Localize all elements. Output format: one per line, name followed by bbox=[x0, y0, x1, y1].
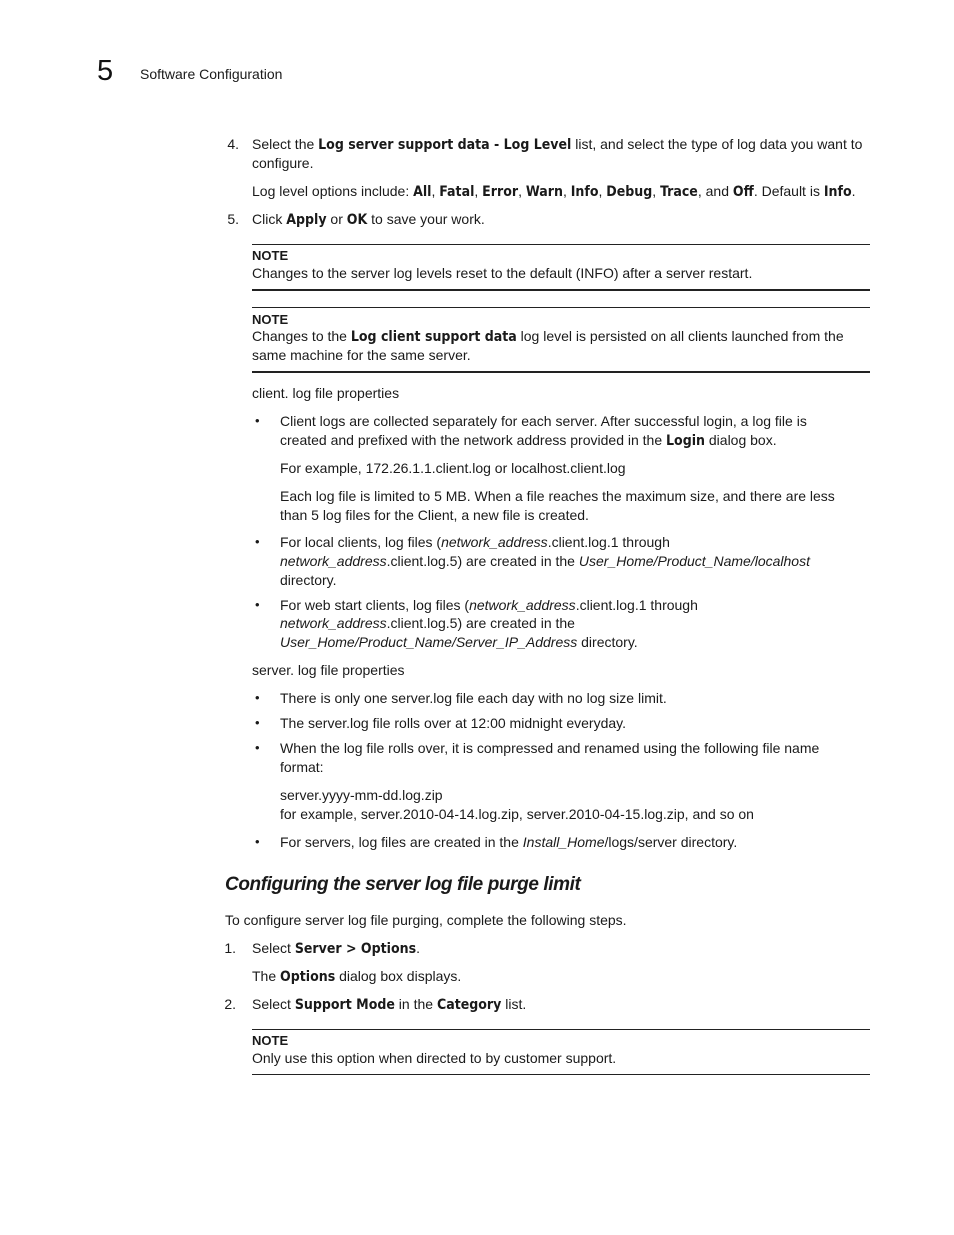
client-bullet-2-line-1 bbox=[280, 533, 670, 552]
section-step-1-result bbox=[252, 967, 461, 987]
login-label: Login bbox=[666, 433, 705, 449]
section-step-2-number: 2. bbox=[224, 996, 236, 1012]
option-all: All bbox=[413, 184, 432, 200]
text: Select the bbox=[252, 136, 319, 152]
option-trace: Trace bbox=[660, 184, 698, 200]
note-3-bottom-rule bbox=[252, 1074, 870, 1075]
note-2-bottom-rule bbox=[252, 371, 870, 373]
section-heading: Configuring the server log file purge limit bbox=[225, 874, 581, 895]
var-path: User_Home/Product_Name/localhost bbox=[578, 553, 810, 569]
note-3-top-rule bbox=[252, 1029, 870, 1030]
text: For local clients, log files ( bbox=[280, 534, 442, 550]
var-path: Install_Home bbox=[522, 834, 605, 850]
note-1-top-rule bbox=[252, 244, 870, 245]
options-label: Options bbox=[280, 969, 336, 985]
client-size-line-1: Each log file is limited to 5 MB. When a file reaches the maximum size, and there are less bbox=[280, 488, 835, 504]
chapter-number: 5 bbox=[97, 55, 114, 87]
step-4-line-2: configure. bbox=[252, 155, 314, 171]
ui-label: Log client support data bbox=[350, 329, 517, 345]
text: dialog box displays. bbox=[335, 968, 462, 984]
option-error: Error bbox=[482, 184, 519, 200]
var: network_address bbox=[441, 534, 548, 550]
text: to save your work. bbox=[367, 211, 485, 227]
support-mode-label: Support Mode bbox=[294, 997, 395, 1013]
text: For web start clients, log files ( bbox=[280, 597, 470, 613]
option-fatal: Fatal bbox=[439, 184, 475, 200]
text: .client.log.1 through bbox=[547, 534, 670, 550]
section-step-1-number: 1. bbox=[224, 940, 236, 956]
server-bullet-3-line-1: When the log file rolls over, it is compressed and renamed using the following file name bbox=[280, 740, 820, 756]
sep: , bbox=[518, 183, 526, 199]
bullet: • bbox=[255, 715, 260, 730]
bullet: • bbox=[255, 834, 260, 849]
note-1-bottom-rule bbox=[252, 289, 870, 291]
text: list. bbox=[501, 996, 527, 1012]
note-2-top-rule bbox=[252, 307, 870, 308]
note-3-text: Only use this option when directed to by customer support. bbox=[252, 1050, 617, 1066]
step-5-number: 5. bbox=[227, 211, 239, 227]
text: /logs/server directory. bbox=[604, 834, 738, 850]
menu-path: Server > Options bbox=[294, 941, 417, 957]
note-1-label: NOTE bbox=[252, 248, 289, 263]
category-label: Category bbox=[436, 997, 502, 1013]
note-2-line-2: same machine for the same server. bbox=[252, 347, 471, 363]
text: For servers, log files are created in the bbox=[280, 834, 523, 850]
chapter-title: Software Configuration bbox=[140, 66, 283, 82]
text: created and prefixed with the network address provided in the bbox=[280, 432, 667, 448]
bullet: • bbox=[255, 534, 260, 549]
var: network_address bbox=[469, 597, 576, 613]
ui-label: Log server support data - Log Level bbox=[318, 137, 572, 153]
option-debug: Debug bbox=[606, 184, 653, 200]
text: log level is persisted on all clients launched from the bbox=[516, 328, 844, 344]
option-info: Info bbox=[570, 184, 599, 200]
client-bullet-2-line-2 bbox=[280, 552, 810, 571]
server-bullet-2: The server.log file rolls over at 12:00 midnight everyday. bbox=[280, 715, 627, 731]
client-bullet-3-line-1 bbox=[280, 596, 698, 615]
step-4-number: 4. bbox=[227, 136, 239, 152]
text: Log level options include: bbox=[252, 183, 414, 199]
text: .client.log.5) are created in the bbox=[386, 553, 579, 569]
option-default-info: Info bbox=[823, 184, 852, 200]
text: in the bbox=[394, 996, 437, 1012]
step-5-text bbox=[252, 210, 485, 230]
note-2-line-1 bbox=[252, 327, 844, 347]
note-2-label: NOTE bbox=[252, 312, 289, 327]
text: Select bbox=[252, 940, 295, 956]
server-bullet-4 bbox=[280, 833, 737, 852]
apply-label: Apply bbox=[286, 212, 327, 228]
server-bullet-3-line-2: format: bbox=[280, 759, 324, 775]
sep: , bbox=[562, 183, 571, 199]
option-warn: Warn bbox=[525, 184, 563, 200]
text: .client.log.5) are created in the bbox=[386, 615, 575, 631]
text: . bbox=[416, 940, 420, 956]
server-format: server.yyyy-mm-dd.log.zip bbox=[280, 787, 443, 803]
note-3-label: NOTE bbox=[252, 1033, 289, 1048]
sep: , bbox=[652, 183, 661, 199]
text: .client.log.1 through bbox=[575, 597, 698, 613]
text: Click bbox=[252, 211, 287, 227]
client-bullet-2-line-3: directory. bbox=[280, 572, 337, 588]
sep: , bbox=[474, 183, 483, 199]
client-example: For example, 172.26.1.1.client.log or localhost.client.log bbox=[280, 460, 626, 476]
bullet: • bbox=[255, 690, 260, 705]
var: network_address bbox=[280, 615, 387, 631]
client-bullet-1-line-2 bbox=[280, 431, 777, 451]
section-step-1-text bbox=[252, 939, 420, 959]
log-level-options bbox=[252, 182, 856, 202]
client-bullet-3-line-3 bbox=[280, 633, 638, 652]
text: Select bbox=[252, 996, 295, 1012]
bullet: • bbox=[255, 740, 260, 755]
text: directory. bbox=[577, 634, 638, 650]
sep: . Default is bbox=[753, 183, 824, 199]
text: dialog box. bbox=[705, 432, 777, 448]
text: or bbox=[326, 211, 347, 227]
sep: , and bbox=[697, 183, 733, 199]
bullet: • bbox=[255, 413, 260, 428]
client-props-title: client. log file properties bbox=[252, 385, 400, 401]
server-props-title: server. log file properties bbox=[252, 662, 405, 678]
option-off: Off bbox=[732, 184, 754, 200]
section-step-2-text bbox=[252, 995, 526, 1015]
ok-label: OK bbox=[346, 212, 368, 228]
server-bullet-1: There is only one server.log file each day with no log size limit. bbox=[280, 690, 667, 706]
text: list, and select the type of log data you want to bbox=[571, 136, 863, 152]
note-1-text: Changes to the server log levels reset to the default (INFO) after a server restart. bbox=[252, 265, 753, 281]
section-intro: To configure server log file purging, complete the following steps. bbox=[225, 912, 627, 928]
text: Changes to the bbox=[252, 328, 351, 344]
sep: , bbox=[431, 183, 440, 199]
bullet: • bbox=[255, 597, 260, 612]
client-bullet-1-line-1: Client logs are collected separately for each server. After successful login, a log file is bbox=[280, 413, 807, 429]
text: The bbox=[252, 968, 281, 984]
step-4-line-1 bbox=[252, 135, 862, 155]
sep: . bbox=[851, 183, 856, 199]
var-path: User_Home/Product_Name/Server_IP_Address bbox=[280, 634, 578, 650]
server-format-example: for example, server.2010-04-14.log.zip, server.2010-04-15.log.zip, and so on bbox=[280, 806, 754, 822]
var: network_address bbox=[280, 553, 387, 569]
client-bullet-3-line-2 bbox=[280, 614, 575, 633]
client-size-line-2: than 5 log files for the Client, a new file is created. bbox=[280, 507, 589, 523]
sep: , bbox=[598, 183, 607, 199]
